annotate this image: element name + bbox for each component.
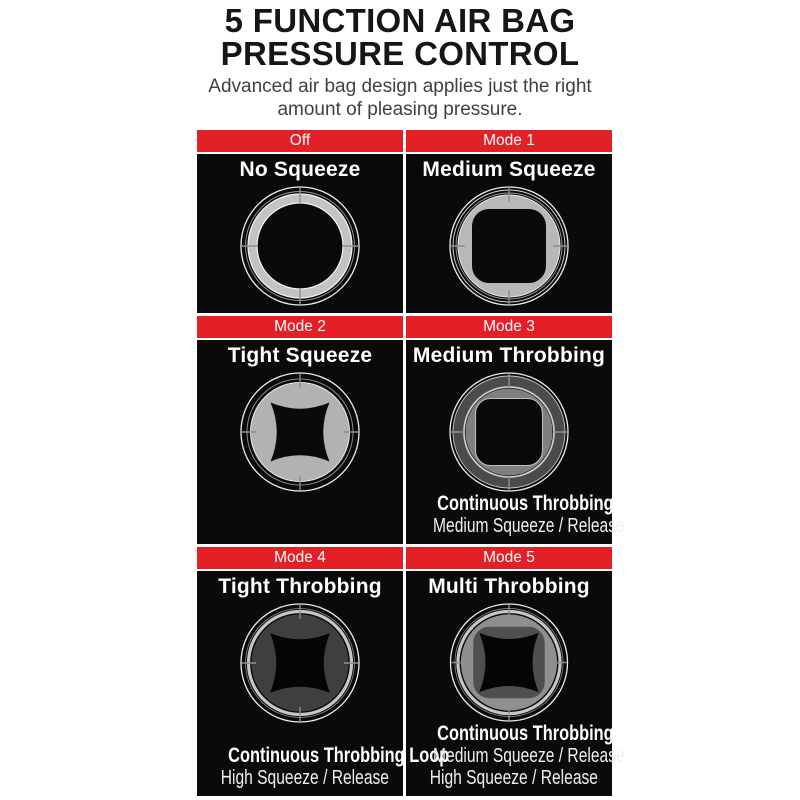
no-squeeze-diagram-icon xyxy=(238,184,362,308)
mode-cell-3 xyxy=(406,316,659,544)
mode-label: Mode 1 xyxy=(483,132,535,149)
mode-cell-off xyxy=(197,130,403,313)
loop-label: Continuous Throbbing Loop xyxy=(228,744,450,767)
squeeze-opening-star xyxy=(479,633,539,693)
page-title: 5 FUNCTION AIR BAG PRESSURE CONTROL xyxy=(220,2,580,72)
loop-label: Continuous Throbbing Loop xyxy=(437,722,659,745)
loop-footer xyxy=(406,722,659,796)
loop-footer xyxy=(197,744,450,796)
mode-label-bar xyxy=(197,130,403,152)
mode-label: Mode 4 xyxy=(274,549,326,566)
squeeze-heading: Tight Squeeze xyxy=(227,344,373,367)
loop-step: Medium Squeeze / Release xyxy=(433,515,625,537)
mode-cell-2 xyxy=(197,316,403,544)
mode-label: Mode 3 xyxy=(483,318,535,335)
mode-cell-body xyxy=(406,154,612,313)
mode-cell-body xyxy=(197,154,403,313)
mode-label-bar xyxy=(197,547,403,569)
squeeze-heading: Medium Throbbing xyxy=(412,344,606,367)
mode-cell-5 xyxy=(406,547,659,796)
rest-ring xyxy=(246,192,355,301)
squeeze-opening-star xyxy=(270,633,330,693)
loop-footer xyxy=(406,492,659,544)
squeeze-opening xyxy=(472,209,546,283)
loop-label: Continuous Throbbing Loop xyxy=(437,492,659,515)
squeeze-opening xyxy=(476,399,543,466)
mode-cell-body xyxy=(197,571,450,796)
mode-label-bar xyxy=(197,316,403,338)
header xyxy=(0,0,800,121)
mode-cell-1 xyxy=(406,130,612,313)
medium-squeeze-diagram-icon xyxy=(447,184,571,308)
mode-label-bar xyxy=(406,130,612,152)
mode-cell-body xyxy=(406,571,659,796)
loop-step: High Squeeze / Release xyxy=(220,767,389,789)
loop-step: High Squeeze / Release xyxy=(429,767,598,789)
mode-label: Off xyxy=(289,132,311,149)
airbag-band xyxy=(253,199,348,294)
squeeze-heading: No Squeeze xyxy=(239,158,361,181)
medium-throbbing-diagram-icon xyxy=(447,370,571,494)
squeeze-heading: Multi Throbbing xyxy=(428,575,590,598)
page-subtitle: Advanced air bag design applies just the right amount of pleasing pressure. xyxy=(208,76,592,120)
tight-squeeze-diagram-icon xyxy=(238,370,362,494)
cardinal-ticks xyxy=(242,188,358,304)
squeeze-opening-star xyxy=(271,403,330,462)
squeeze-heading: Tight Throbbing xyxy=(218,575,382,598)
tight-throbbing-diagram-icon xyxy=(238,601,362,725)
mode-cell-4 xyxy=(197,547,450,796)
mode-label-bar xyxy=(406,547,612,569)
loop-step: Medium Squeeze / Release xyxy=(433,745,625,767)
mode-label: Mode 5 xyxy=(483,549,535,566)
mode-label-bar xyxy=(406,316,612,338)
mode-cell-body xyxy=(406,340,659,544)
squeeze-heading: Medium Squeeze xyxy=(422,158,596,181)
multi-throbbing-diagram-icon xyxy=(447,601,571,724)
band-inner-hairline xyxy=(257,203,343,289)
mode-cell-body xyxy=(197,340,403,544)
outer-ring xyxy=(241,187,359,305)
mode-label: Mode 2 xyxy=(274,318,326,335)
mode-grid xyxy=(197,130,659,796)
band-outer-hairline xyxy=(248,194,352,298)
